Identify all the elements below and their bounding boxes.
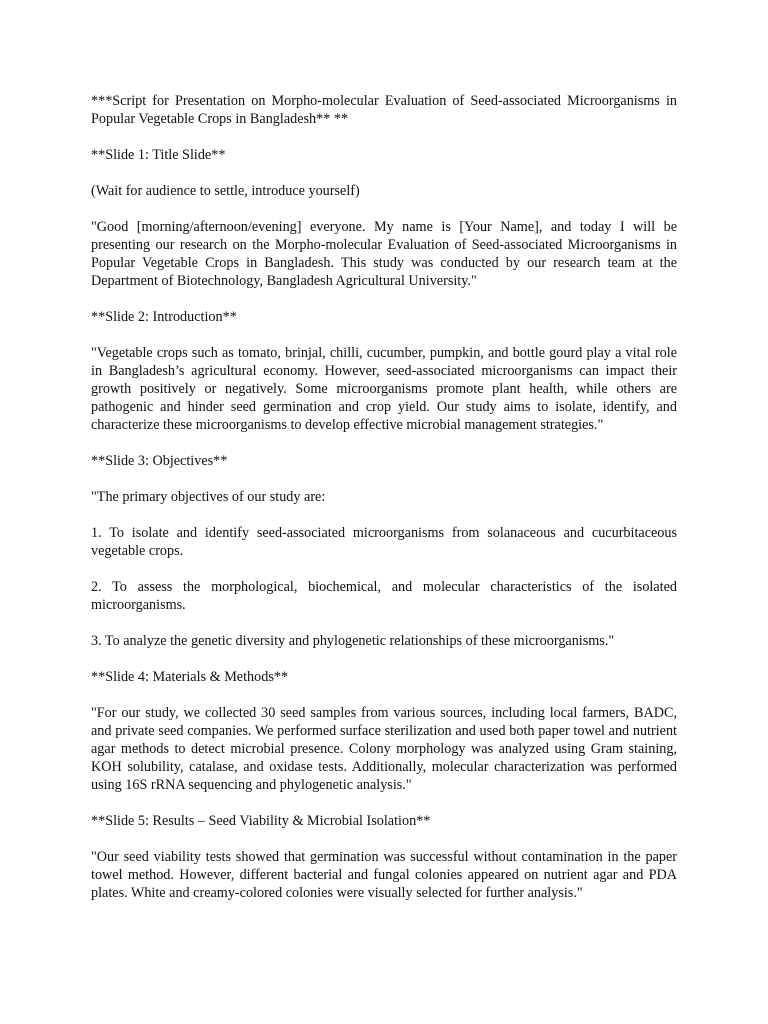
objective-item-3: 3. To analyze the genetic diversity and phylogenetic relationships of these microorganisms." <box>91 633 615 649</box>
slide-1-stage-note: (Wait for audience to settle, introduce yourself) <box>91 183 360 199</box>
slide-4-speech: "For our study, we collected 30 seed samples from various sources, including local farmers, BADC, and private seed companies. We performed surface sterilization and used both paper towel and nutrient agar methods to detect microbial presence. Colony morphology was analyzed using Gram staining, KOH solubility, catalase, and oxidase tests. Additionally, molecular characterization was performed using 16S rRNA sequencing and phylogenetic analysis." <box>91 705 677 793</box>
document-title: ***Script for Presentation on Morpho-molecular Evaluation of Seed-associated Microorganisms in Popular Vegetable Crops in Bangladesh** ** <box>91 93 677 127</box>
slide-5-speech: "Our seed viability tests showed that germination was successful without contamination in the paper towel method. However, different bacterial and fungal colonies appeared on nutrient agar and PDA plates. White and creamy-colored colonies were visually selected for further analysis." <box>91 849 677 901</box>
slide-3-intro: "The primary objectives of our study are: <box>91 489 326 505</box>
document-body <box>91 92 677 920</box>
slide-2-speech: "Vegetable crops such as tomato, brinjal, chilli, cucumber, pumpkin, and bottle gourd play a vital role in Bangladesh’s agricultural economy. However, seed-associated microorganisms can impact their growth positively or negatively. Some microorganisms promote plant health, while others are pathogenic and hinder seed germination and crop yield. Our study aims to isolate, identify, and characterize these microorganisms to develop effective microbial management strategies." <box>91 345 677 433</box>
slide-2-heading: **Slide 2: Introduction** <box>91 309 237 325</box>
objective-item-1: 1. To isolate and identify seed-associated microorganisms from solanaceous and cucurbitaceous vegetable crops. <box>91 525 677 559</box>
slide-1-speech: "Good [morning/afternoon/evening] everyone. My name is [Your Name], and today I will be presenting our research on the Morpho-molecular Evaluation of Seed-associated Microorganisms in Popular Vegetable Crops in Bangladesh. This study was conducted by our research team at the Department of Biotechnology, Bangladesh Agricultural University." <box>91 219 677 289</box>
slide-1-heading: **Slide 1: Title Slide** <box>91 147 226 163</box>
slide-4-heading: **Slide 4: Materials & Methods** <box>91 669 289 685</box>
objective-item-2: 2. To assess the morphological, biochemical, and molecular characteristics of the isolated microorganisms. <box>91 579 677 613</box>
slide-3-heading: **Slide 3: Objectives** <box>91 453 228 469</box>
slide-5-heading: **Slide 5: Results – Seed Viability & Microbial Isolation** <box>91 813 431 829</box>
